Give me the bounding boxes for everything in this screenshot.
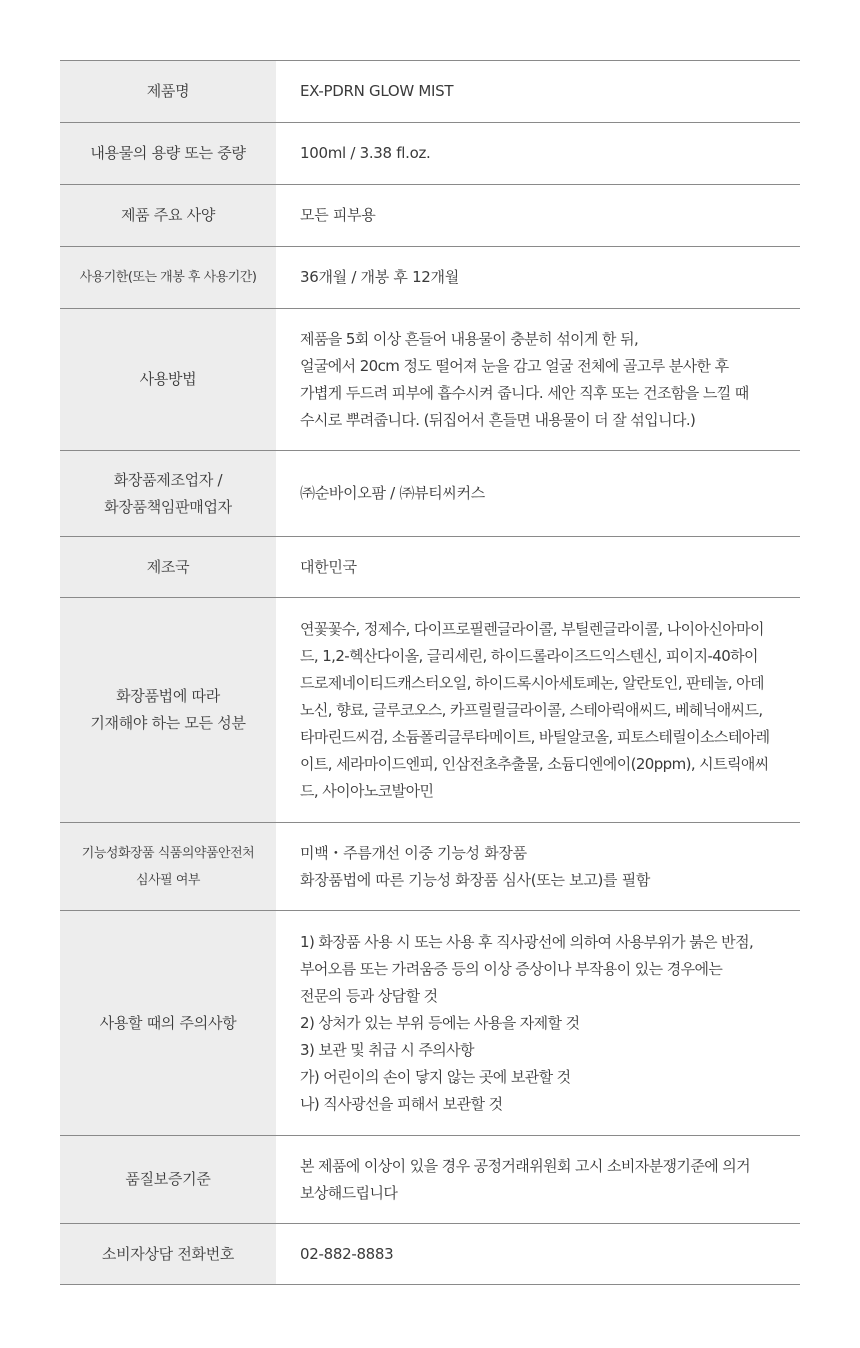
row-value: EX-PDRN GLOW MIST <box>300 82 454 100</box>
row-product-name <box>60 61 800 123</box>
row-value: 본 제품에 이상이 있을 경우 공정거래위원회 고시 소비자분쟁기준에 의거 보상해드립니다 <box>300 1156 751 1202</box>
row-value: 제품을 5회 이상 흔들어 내용물이 충분히 섞이게 한 뒤, 얼굴에서 20cm 정도 떨어져 눈을 감고 얼굴 전체에 골고루 분사한 후 가볍게 두드려 피부에 흡수시켜 줍니다. 세안 직후 또는 건조함을 느낄 때 수시로 뿌려줍니다. (뒤집어서 흔들면 내용물이 더 잘 섞입니다.) <box>300 329 749 429</box>
row-country <box>60 537 800 598</box>
row-usage <box>60 309 800 451</box>
row-label: 제품명 <box>60 61 276 122</box>
row-manufacturer <box>60 451 800 537</box>
row-value: 미백・주름개선 이중 기능성 화장품 화장품법에 따른 기능성 화장품 심사(또는 보고)를 필함 <box>300 843 651 889</box>
row-value: 02-882-8883 <box>300 1244 394 1263</box>
row-value: 36개월 / 개봉 후 12개월 <box>300 268 459 286</box>
product-info-table <box>60 60 800 1285</box>
row-label: 소비자상담 전화번호 <box>60 1224 276 1284</box>
row-label: 화장품법에 따라 기재해야 하는 모든 성분 <box>60 598 276 822</box>
row-value: 모든 피부용 <box>300 206 376 224</box>
row-cautions <box>60 911 800 1136</box>
row-value: 1) 화장품 사용 시 또는 사용 후 직사광선에 의하여 사용부위가 붉은 반점, 부어오름 또는 가려움증 등의 이상 증상이나 부작용이 있는 경우에는 전문의 등과 상담할 것 2) 상처가 있는 부위 등에는 사용을 자제할 것 3) 보관 및 취급 시 주의사항 가) 어린이의 손이 닿지 않는 곳에 보관할 것 나) 직사광선을 피해서 보관할 것 <box>300 932 754 1113</box>
row-expiry <box>60 247 800 309</box>
row-label: 기능성화장품 식품의약품안전처 심사필 여부 <box>60 823 276 910</box>
row-label: 화장품제조업자 / 화장품책임판매업자 <box>60 451 276 536</box>
row-main-spec <box>60 185 800 247</box>
row-value: 대한민국 <box>300 557 357 576</box>
row-capacity <box>60 123 800 185</box>
row-value: 100ml / 3.38 fl.oz. <box>300 144 431 162</box>
row-label: 사용기한(또는 개봉 후 사용기간) <box>60 247 276 308</box>
row-ingredients <box>60 598 800 823</box>
row-value: ㈜순바이오팜 / ㈜뷰티씨커스 <box>300 484 485 502</box>
row-quality <box>60 1136 800 1224</box>
row-label: 내용물의 용량 또는 중량 <box>60 123 276 184</box>
row-contact <box>60 1224 800 1285</box>
row-label: 제조국 <box>60 537 276 597</box>
row-label: 품질보증기준 <box>60 1136 276 1223</box>
row-functional <box>60 823 800 911</box>
row-value: 연꽃꽃수, 정제수, 다이프로필렌글라이콜, 부틸렌글라이콜, 나이아신아마이 드, 1,2-헥산다이올, 글리세린, 하이드롤라이즈드익스텐신, 피이지-40하이 드로제네이티드캐스터오일, 하이드록시아세토페논, 알란토인, 판테놀, 아데 노신, 향료, 글루코오스, 카프릴릴글라이콜, 스테아릭애씨드, 베헤닉애씨드, 타마린드씨검, 소듐폴리글루타메이트, 바틸알코올, 피토스테릴이소스테아레 이트, 세라마이드엔피, 인삼전초추출물, 소듐디엔에이(20ppm), 시트릭애씨 드, 사이아노코발아민 <box>300 619 770 800</box>
row-label: 사용방법 <box>60 309 276 450</box>
row-label: 제품 주요 사양 <box>60 185 276 246</box>
row-label: 사용할 때의 주의사항 <box>60 911 276 1135</box>
